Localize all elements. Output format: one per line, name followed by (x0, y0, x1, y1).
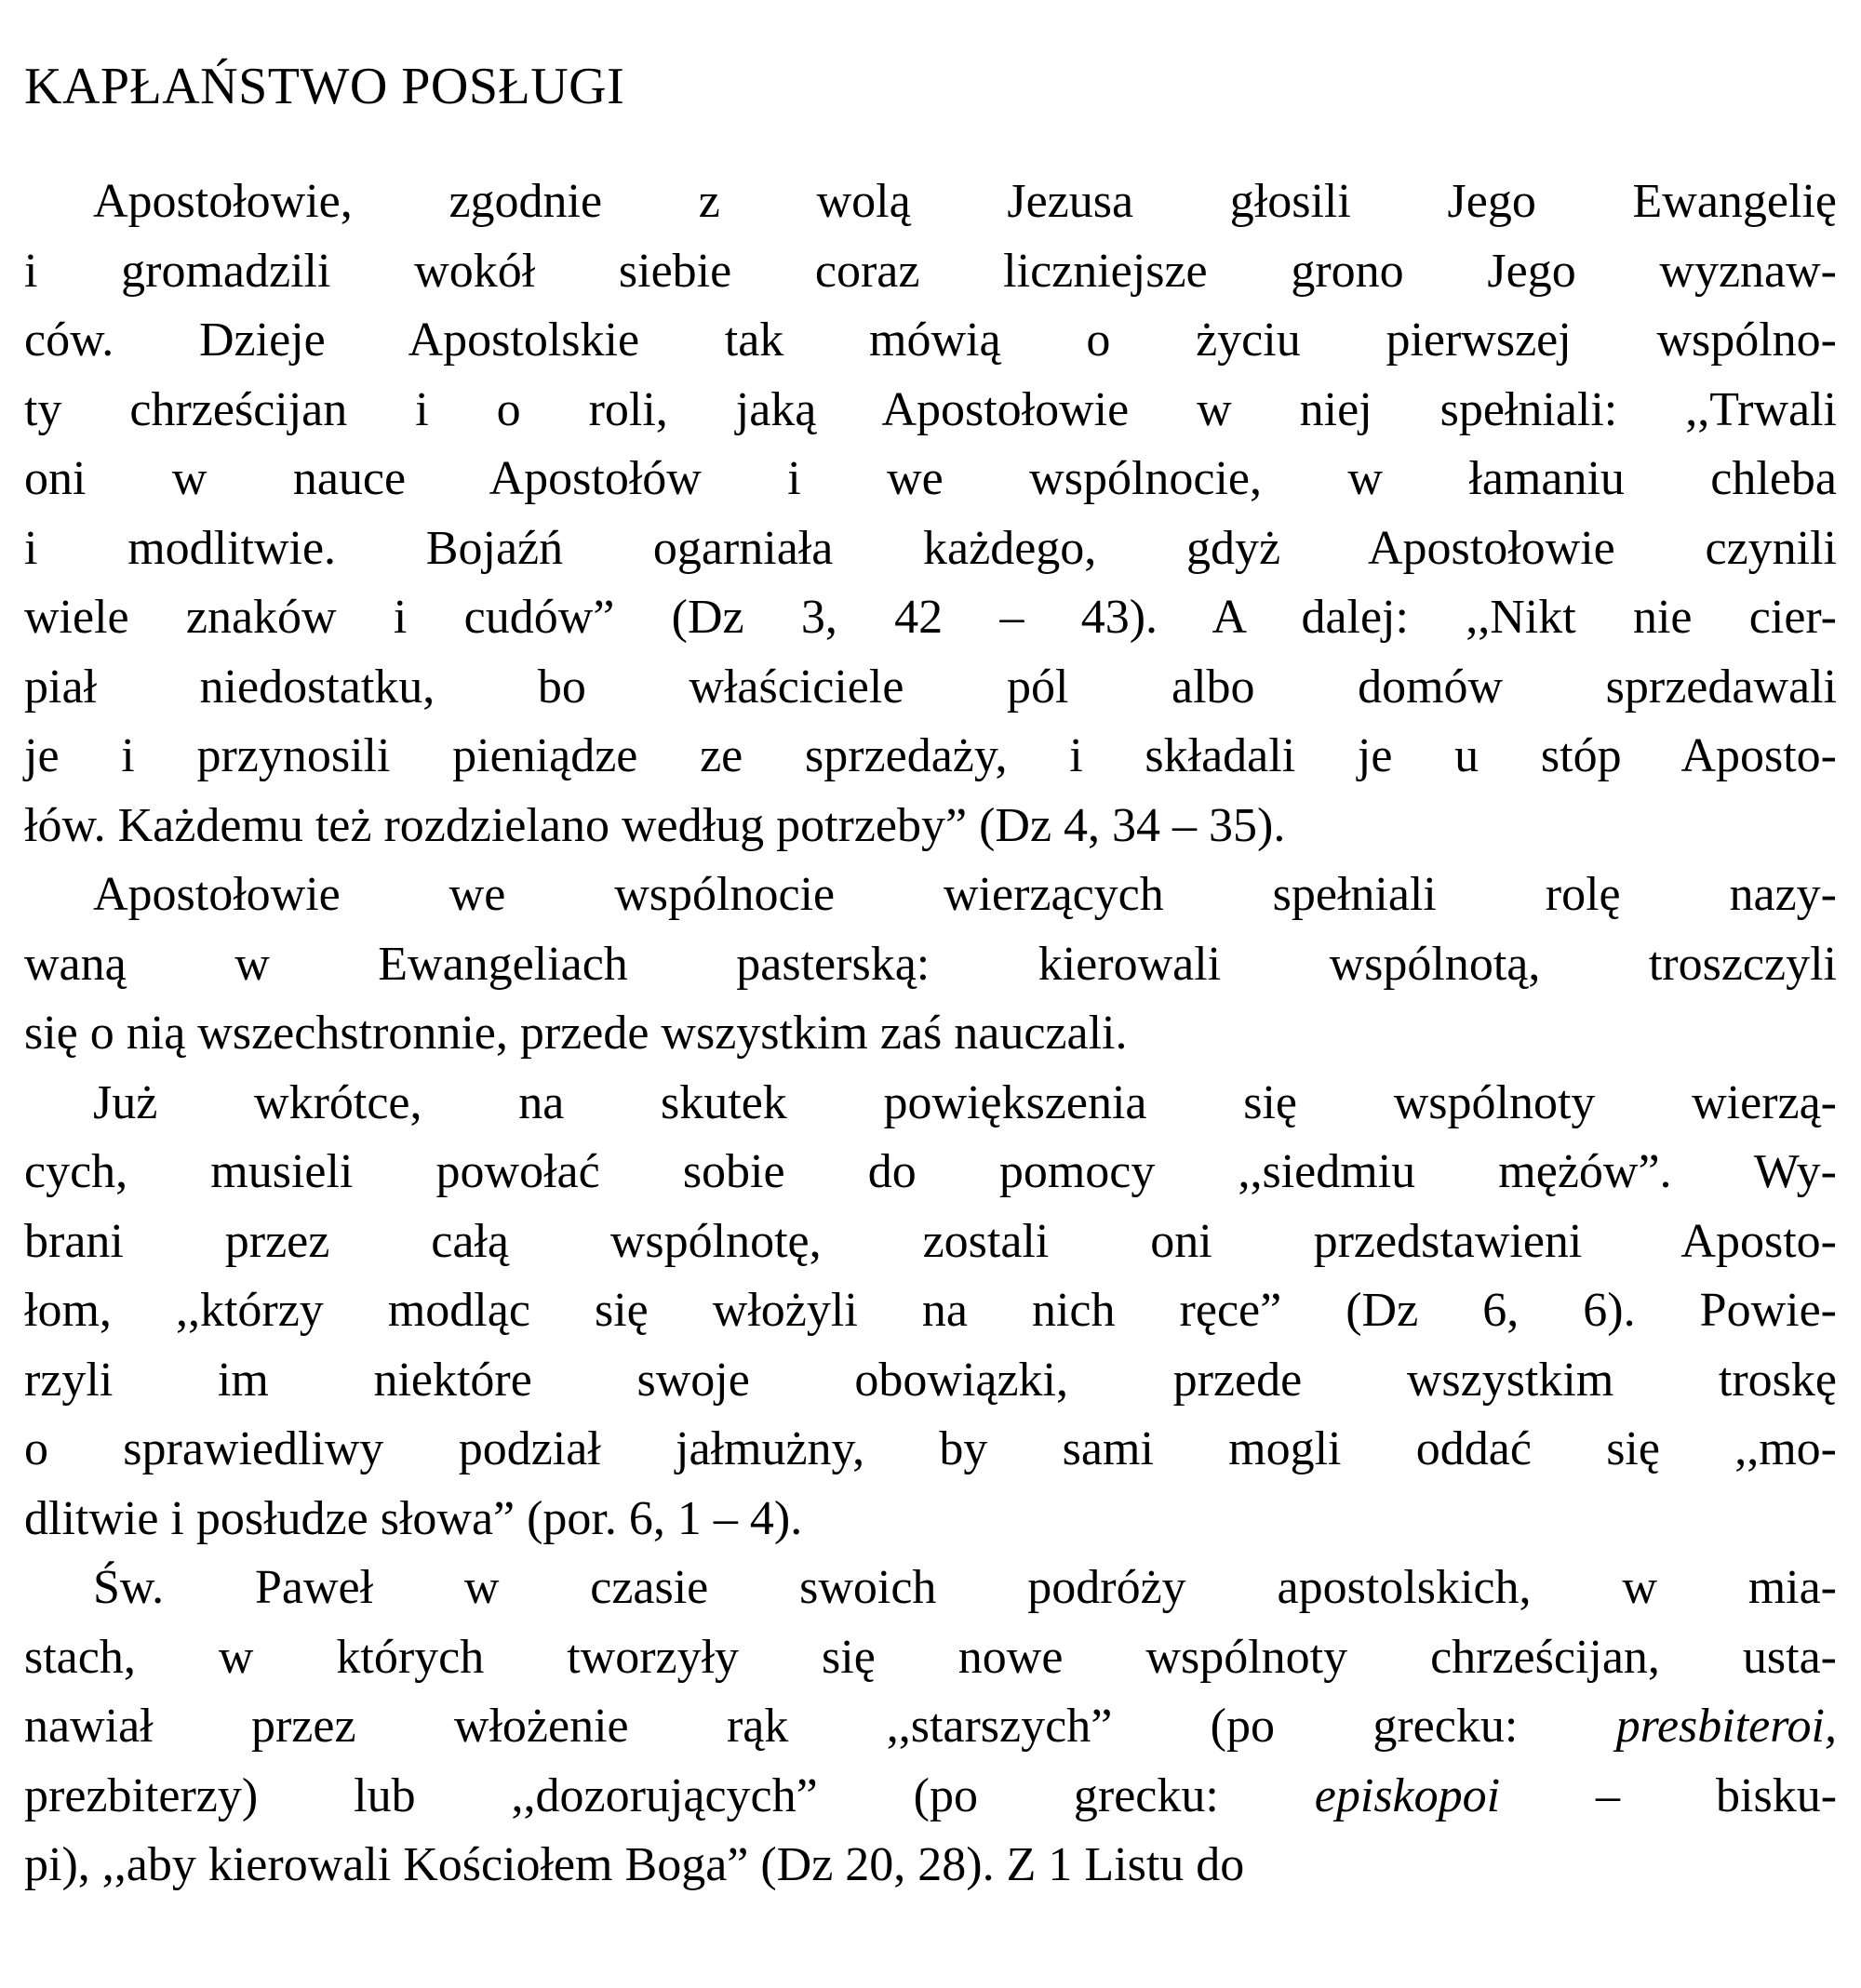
text-line: Apostołowie we wspólnocie wierzących spełniali rolę nazy- (93, 868, 1837, 921)
text-line: Św. Paweł w czasie swoich podróży apostolskich, w mia- (93, 1561, 1837, 1614)
text-line: brani przez całą wspólnotę, zostali oni przedstawieni Aposto- (24, 1214, 1837, 1268)
page-title: KAPŁAŃSTWO POSŁUGI (24, 57, 625, 115)
paragraph (24, 1069, 1837, 1554)
text-line: oni w nauce Apostołów i we wspólnocie, w łamaniu chleba (24, 452, 1837, 505)
text-line: o sprawiedliwy podział jałmużny, by sami mogli oddać się ,,mo- (24, 1422, 1837, 1475)
text-line: Już wkrótce, na skutek powiększenia się wspólnoty wierzą- (93, 1075, 1837, 1129)
text-line: pi), ,,aby kierowali Kościołem Boga” (Dz 20, 28). Z 1 Listu do (24, 1838, 1245, 1891)
paragraph (24, 167, 1837, 861)
text-line: ców. Dzieje Apostolskie tak mówią o życiu pierwszej wspólno- (24, 314, 1837, 367)
paragraph (24, 861, 1837, 1069)
text-line: i modlitwie. Bojaźń ogarniała każdego, gdyż Apostołowie czynili (24, 521, 1837, 575)
text-line: je i przynosili pieniądze ze sprzedaży, i składali je u stóp Aposto- (24, 729, 1837, 782)
text-line: Apostołowie, zgodnie z wolą Jezusa głosili Jego Ewangelię (93, 175, 1837, 228)
text-line: się o nią wszechstronnie, przede wszystkim zaś nauczali. (24, 1007, 1128, 1060)
text-line: wiele znaków i cudów” (Dz 3, 42 – 43). A dalej: ,,Nikt nie cier- (24, 591, 1837, 644)
text-line: stach, w których tworzyły się nowe wspólnoty chrześcijan, usta- (24, 1630, 1837, 1684)
paragraph (24, 1554, 1837, 1901)
text-line: nawiał przez włożenie rąk ,,starszych” (po grecku: presbiteroi, (24, 1700, 1837, 1753)
text-line: łów. Każdemu też rozdzielano według potrzeby” (Dz 4, 34 – 35). (24, 798, 1286, 852)
italic-term: episkopoi (1314, 1768, 1501, 1822)
text-line: łom, ,,którzy modląc się włożyli na nich ręce” (Dz 6, 6). Powie- (24, 1284, 1837, 1337)
text-line: rzyli im niektóre swoje obowiązki, przede wszystkim troskę (24, 1353, 1837, 1407)
text-line: cych, musieli powołać sobie do pomocy ,,siedmiu mężów”. Wy- (24, 1145, 1837, 1198)
text-line: waną w Ewangeliach pasterską: kierowali wspólnotą, troszczyli (24, 937, 1837, 991)
text-line: piał niedostatku, bo właściciele pól albo domów sprzedawali (24, 660, 1837, 714)
text-line: ty chrześcijan i o roli, jaką Apostołowie w niej spełniali: ,,Trwali (24, 382, 1837, 436)
body-text (24, 167, 1837, 1901)
text-line: prezbiterzy) lub ,,dozorujących” (po grecku: episkopoi – bisku- (24, 1768, 1838, 1822)
text-line: dlitwie i posłudze słowa” (por. 6, 1 – 4). (24, 1491, 803, 1545)
text-line: i gromadzili wokół siebie coraz liczniejsze grono Jego wyznaw- (24, 244, 1837, 298)
italic-term: presbiteroi, (1615, 1700, 1837, 1753)
